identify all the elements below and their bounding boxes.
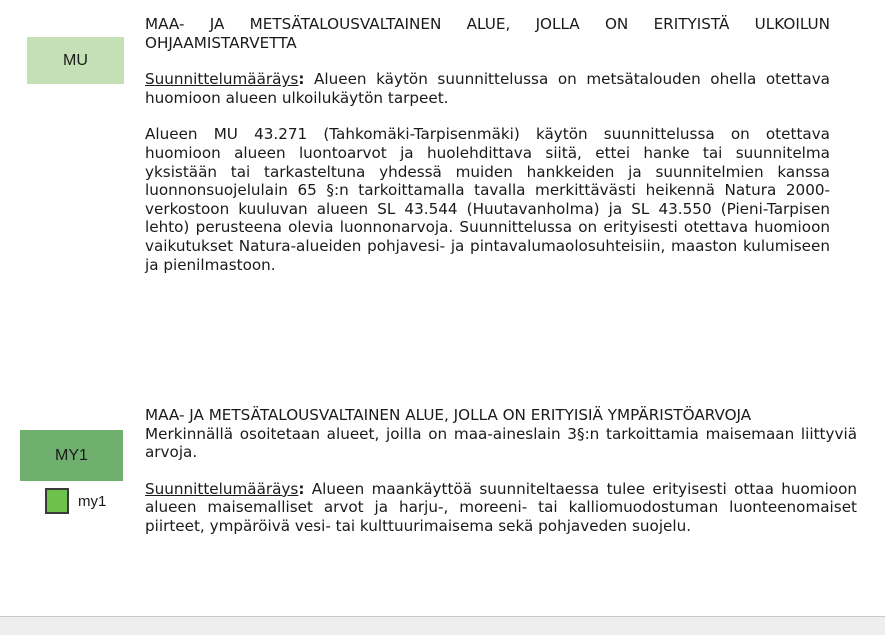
my1-regulation-text: Alueen maankäyttöä suunniteltaessa tulee erityisesti ottaa huomioon alueen maisemalliset arvot ja harju-, moreeni- tai kalliomuodostuman luonteenomaiset piirteet, ympäröivä vesi- tai kulttuurimaisema sekä pohjaveden suojelu. xyxy=(145,479,857,535)
mu-regulation xyxy=(145,70,830,107)
mu-section xyxy=(145,15,830,274)
my1-regulation xyxy=(145,480,857,536)
mu-paragraph: Alueen MU 43.271 (Tahkomäki-Tarpisenmäki) käytön suunnittelussa on otettava huomioon alueen luontoarvot ja huolehdittava siitä, ettei hanke tai suunnitelma yksistään tai tarkasteltuna yhdessä muiden hankkeiden ja suunnitelmien kanssa luonnonsuojelulain 65 §:n tarkoittamalla tavalla merkittävästi heikennä Natura 2000-verkostoon kuuluvan alueen SL 43.544 (Huutavanholma) ja SL 43.550 (Pieni-Tarpisen lehto) perusteena olevia luonnonarvoja. Suunnittelussa on erityisesti otettava huomioon vaikutukset Natura-alueiden pohjavesi- ja pintavalumaolosuhteisiin, maaston kulumiseen ja pienilmastoon. xyxy=(145,125,830,274)
mu-code-label: MU xyxy=(63,51,88,69)
my1-regulation-label: Suunnittelumääräys xyxy=(145,479,299,498)
my1-color-swatch xyxy=(45,488,69,514)
my1-swatch-label: my1 xyxy=(78,492,107,510)
my1-heading: MAA- JA METSÄTALOUSVALTAINEN ALUE, JOLLA ON ERITYISIÄ YMPÄRISTÖARVOJA xyxy=(145,406,752,424)
my1-code-label: MY1 xyxy=(55,446,88,464)
my1-legend-box xyxy=(20,430,123,481)
mu-heading: MAA- JA METSÄTALOUSVALTAINEN ALUE, JOLLA ON ERITYISTÄ ULKOILUN OHJAAMISTARVETTA xyxy=(145,15,830,52)
mu-legend-box xyxy=(27,37,124,84)
my1-swatch-legend xyxy=(45,488,106,514)
viewer-footer-bar xyxy=(0,617,885,635)
my1-intro: Merkinnällä osoitetaan alueet, joilla on maa-aineslain 3§:n tarkoittamia maisemaan liittyviä arvoja. xyxy=(145,424,857,462)
mu-regulation-colon: : xyxy=(298,70,305,89)
mu-regulation-text: Alueen käytön suunnittelussa on metsätalouden ohella otettava huomioon alueen ulkoilukäytön tarpeet. xyxy=(145,70,830,107)
mu-regulation-label: Suunnittelumääräys xyxy=(145,70,299,89)
my1-section xyxy=(145,406,857,536)
my1-regulation-colon: : xyxy=(298,479,305,498)
